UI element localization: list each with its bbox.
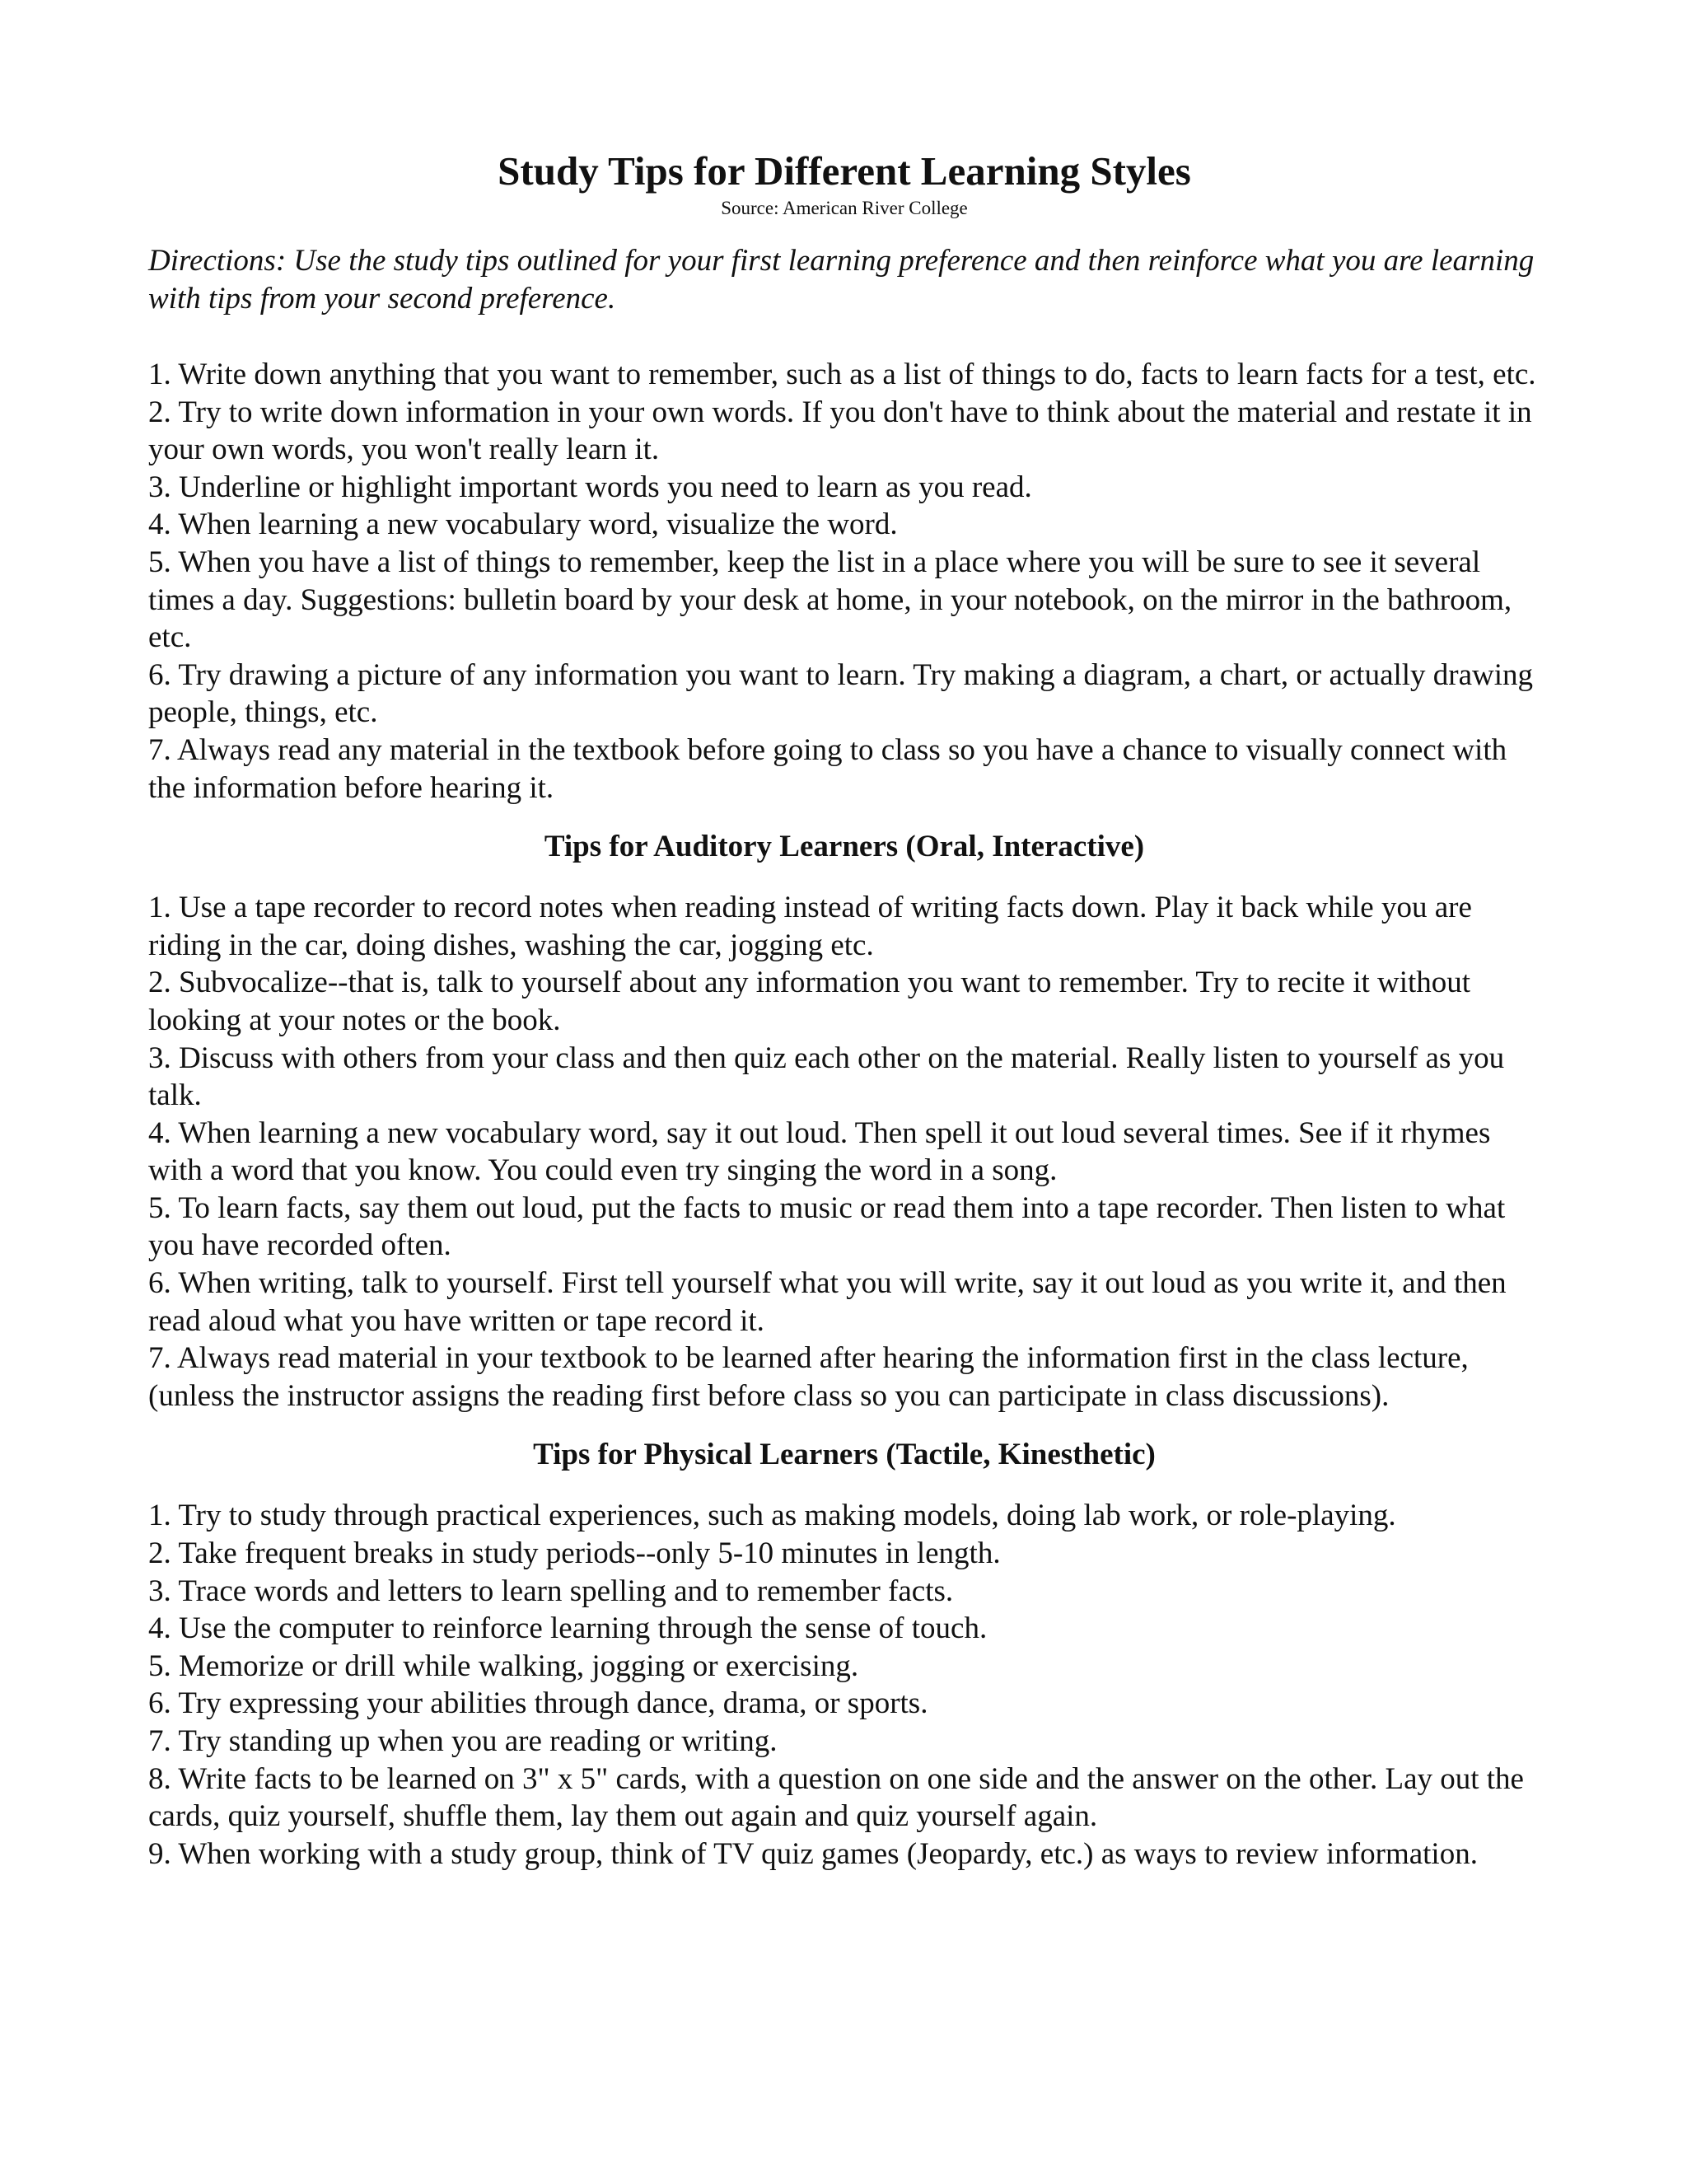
list-item: 2. Try to write down information in your own words. If you don't have to think about the material and restate it in your own words, you won't really learn it. bbox=[148, 395, 1532, 467]
list-item: 5. When you have a list of things to remember, keep the list in a place where you will be sure to see it several times a day. Suggestions: bulletin board by your desk at home, in your notebook, on the mirror in the bathroom, etc. bbox=[148, 545, 1512, 655]
visual-tips-list bbox=[148, 356, 1540, 807]
list-item: 4. Use the computer to reinforce learning through the sense of touch. bbox=[148, 1611, 988, 1646]
list-item: 6. Try drawing a picture of any information you want to learn. Try making a diagram, a chart, or actually drawing people, things, etc. bbox=[148, 657, 1534, 730]
list-item: 1. Write down anything that you want to remember, such as a list of things to do, facts to learn facts for a test, etc. bbox=[148, 358, 1536, 391]
list-item: 4. When learning a new vocabulary word, say it out loud. Then spell it out loud several times. See if it rhymes with a word that you know. You could even try singing the word in a song. bbox=[148, 1115, 1491, 1188]
physical-heading: Tips for Physical Learners (Tactile, Kinesthetic) bbox=[533, 1438, 1156, 1472]
auditory-tips-list bbox=[148, 889, 1540, 1415]
list-item: 3. Trace words and letters to learn spelling and to remember facts. bbox=[148, 1574, 954, 1608]
list-item: 2. Take frequent breaks in study periods--only 5-10 minutes in length. bbox=[148, 1536, 1001, 1571]
list-item: 6. Try expressing your abilities through dance, drama, or sports. bbox=[148, 1686, 928, 1721]
list-item: 3. Underline or highlight important words you need to learn as you read. bbox=[148, 470, 1032, 504]
list-item: 3. Discuss with others from your class and then quiz each other on the material. Really listen to yourself as you talk. bbox=[148, 1041, 1505, 1113]
list-item: 5. Memorize or drill while walking, jogging or exercising. bbox=[148, 1649, 859, 1683]
list-item: 7. Try standing up when you are reading or writing. bbox=[148, 1724, 778, 1758]
list-item: 8. Write facts to be learned on 3" x 5" cards, with a question on one side and the answer on the other. Lay out the cards, quiz yourself, shuffle them, lay them out again and quiz yourself again. bbox=[148, 1761, 1524, 1834]
auditory-heading: Tips for Auditory Learners (Oral, Interactive) bbox=[544, 830, 1145, 864]
list-item: 6. When writing, talk to yourself. First tell yourself what you will write, say it out loud as you write it, and then read aloud what you have written or tape record it. bbox=[148, 1266, 1507, 1338]
list-item: 1. Use a tape recorder to record notes when reading instead of writing facts down. Play it back while you are riding in the car, doing dishes, washing the car, jogging etc. bbox=[148, 891, 1472, 962]
list-item: 9. When working with a study group, think of TV quiz games (Jeopardy, etc.) as ways to review information. bbox=[148, 1836, 1478, 1871]
list-item: 1. Try to study through practical experiences, such as making models, doing lab work, or role-playing. bbox=[148, 1499, 1396, 1533]
physical-tips-list bbox=[148, 1497, 1540, 1873]
source-line: Source: American River College bbox=[721, 198, 968, 218]
directions-paragraph: Directions: Use the study tips outlined for your first learning preference and then reinforce what you are learning with tips from your second preference. bbox=[148, 244, 1535, 316]
list-item: 5. To learn facts, say them out loud, put the facts to music or read them into a tape recorder. Then listen to what you have recorded often. bbox=[148, 1190, 1506, 1263]
document-page bbox=[148, 147, 1540, 1873]
list-item: 4. When learning a new vocabulary word, visualize the word. bbox=[148, 507, 898, 542]
list-item: 2. Subvocalize--that is, talk to yourself about any information you want to remember. Try to recite it without looking at your notes or the book. bbox=[148, 966, 1471, 1037]
list-item: 7. Always read any material in the textbook before going to class so you have a chance to visually connect with the information before hearing it. bbox=[148, 732, 1507, 805]
page-title: Study Tips for Different Learning Styles bbox=[498, 148, 1191, 194]
list-item: 7. Always read material in your textbook to be learned after hearing the information first in the class lecture, (unless the instructor assigns the reading first before class so you can participate in class discussions). bbox=[148, 1341, 1469, 1413]
